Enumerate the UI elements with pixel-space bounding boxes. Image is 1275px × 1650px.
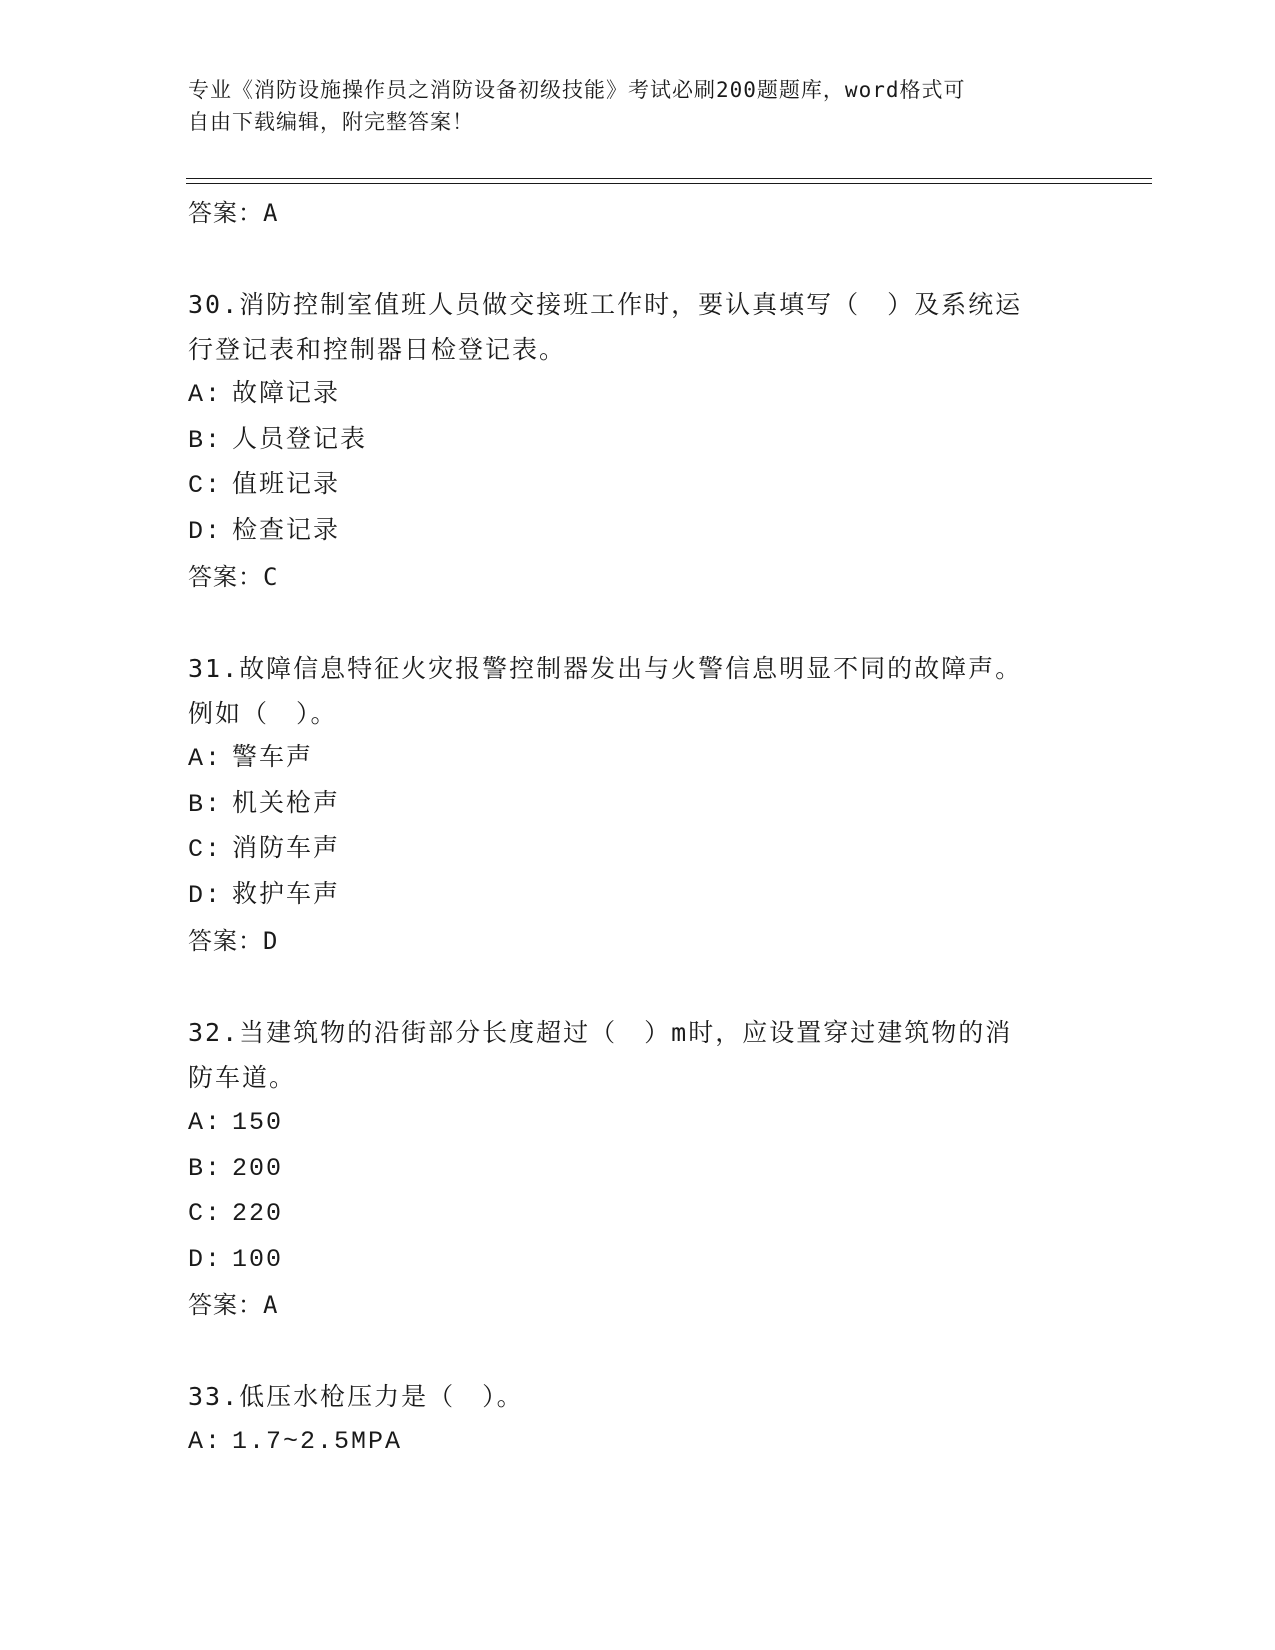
question-line: 33.低压水枪压力是（ ）。 <box>188 1382 524 1411</box>
option-text: 100 <box>232 1244 284 1274</box>
option-key: B: <box>188 789 223 819</box>
question-text <box>188 646 1088 736</box>
question-line: 31.故障信息特征火灾报警控制器发出与火警信息明显不同的故障声。 <box>188 654 1023 683</box>
option-c <box>188 463 1088 509</box>
question-list <box>188 190 1088 1465</box>
question-block <box>188 1374 1088 1465</box>
answer-line <box>188 1282 1088 1328</box>
option-key: C: <box>188 471 223 500</box>
option-key: A: <box>188 1427 223 1456</box>
option-text: 1.7~2.5MPA <box>232 1427 403 1456</box>
header-rule-top <box>186 178 1152 179</box>
answer-value: A <box>263 199 279 227</box>
option-text: 消防车声 <box>232 835 341 864</box>
question-block <box>188 646 1088 964</box>
answer-line <box>188 918 1088 964</box>
option-key: A: <box>188 1108 223 1137</box>
answer-line <box>188 554 1088 600</box>
option-c <box>188 1191 1088 1237</box>
answer-label: 答案： <box>188 199 263 227</box>
answer-label: 答案： <box>188 927 263 955</box>
option-text: 200 <box>232 1153 284 1183</box>
question-line: 行登记表和控制器日检登记表。 <box>188 335 567 364</box>
answer-label: 答案： <box>188 1291 263 1319</box>
question-text <box>188 1374 1088 1419</box>
answer-value: A <box>263 1291 279 1319</box>
option-text: 150 <box>232 1108 284 1137</box>
question-block <box>188 282 1088 600</box>
header-rule-bottom <box>186 183 1152 184</box>
option-key: C: <box>188 1199 223 1228</box>
option-text: 故障记录 <box>232 380 341 409</box>
option-text: 220 <box>232 1199 284 1228</box>
option-text: 救护车声 <box>232 880 341 910</box>
question-line: 例如（ ）。 <box>188 699 338 728</box>
option-d <box>188 873 1088 919</box>
answer-label: 答案： <box>188 563 263 591</box>
question-line: 30.消防控制室值班人员做交接班工作时，要认真填写（ ）及系统运 <box>188 290 1023 319</box>
question-line: 防车道。 <box>188 1063 297 1092</box>
header-line-2: 自由下载编辑，附完整答案！ <box>188 110 474 134</box>
question-text <box>188 1010 1088 1100</box>
option-d <box>188 509 1088 555</box>
option-a <box>188 1419 1088 1465</box>
option-key: D: <box>188 1244 223 1274</box>
option-text: 人员登记表 <box>232 425 368 455</box>
header-line-1: 专业《消防设施操作员之消防设备初级技能》考试必刷200题题库，word格式可 <box>188 78 966 102</box>
option-key: A: <box>188 380 223 409</box>
option-text: 警车声 <box>232 744 314 773</box>
option-key: C: <box>188 835 223 864</box>
option-key: B: <box>188 425 223 455</box>
option-c <box>188 827 1088 873</box>
option-key: A: <box>188 744 223 773</box>
option-a <box>188 736 1088 782</box>
question-line: 32.当建筑物的沿街部分长度超过（ ）m时，应设置穿过建筑物的消 <box>188 1018 1013 1047</box>
option-key: D: <box>188 880 223 910</box>
option-d <box>188 1237 1088 1283</box>
option-b <box>188 418 1088 464</box>
option-text: 检查记录 <box>232 516 341 546</box>
previous-answer <box>188 190 1088 236</box>
option-a <box>188 1100 1088 1146</box>
question-text <box>188 282 1088 372</box>
option-b <box>188 1146 1088 1192</box>
option-a <box>188 372 1088 418</box>
option-text: 值班记录 <box>232 471 341 500</box>
answer-value: D <box>263 927 279 955</box>
option-text: 机关枪声 <box>232 789 341 819</box>
option-key: B: <box>188 1153 223 1183</box>
document-header <box>188 74 1068 138</box>
question-block <box>188 1010 1088 1328</box>
option-key: D: <box>188 516 223 546</box>
answer-value: C <box>263 563 279 591</box>
option-b <box>188 782 1088 828</box>
